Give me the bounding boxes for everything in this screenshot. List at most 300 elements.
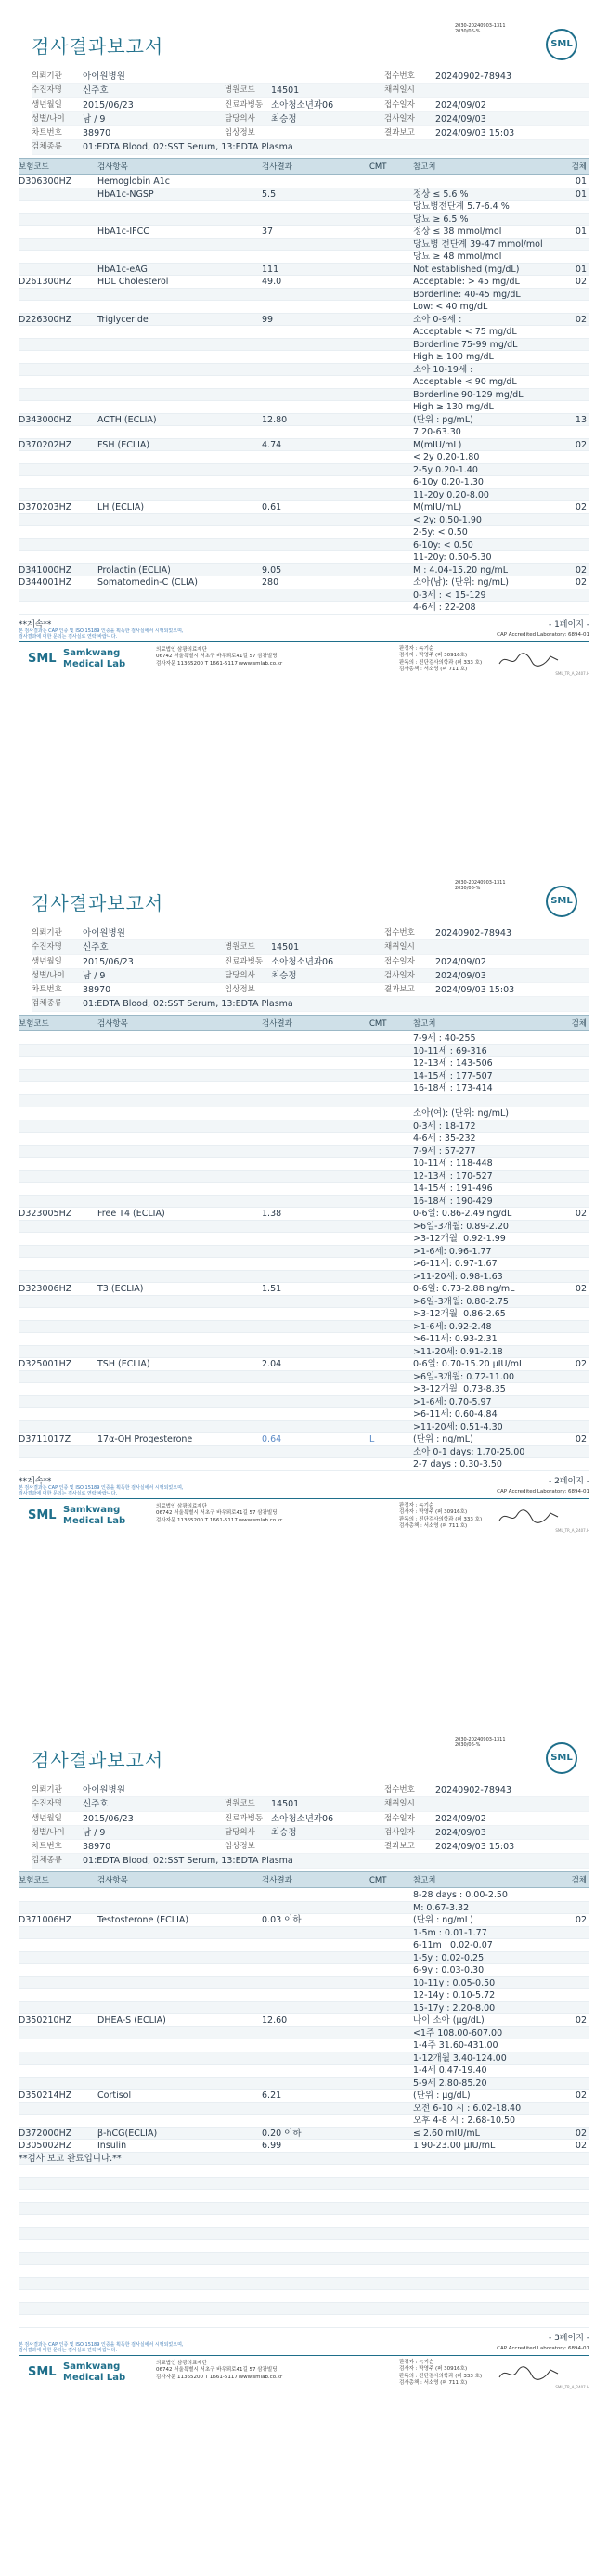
footer-logo: SML <box>28 2364 57 2379</box>
address-line: 의료법인 삼광의료재단 <box>156 1503 207 1509</box>
table-row <box>19 2203 589 2216</box>
cell-ref: 8-28 days : 0.00-2.50 <box>413 1890 508 1900</box>
info-v2: 소아청소년과06 <box>271 1813 334 1824</box>
page-title: 검사결과보고서 <box>32 35 164 58</box>
cell-ref: 7.20-63.30 <box>413 427 461 437</box>
cell-result: 0.61 <box>262 502 282 512</box>
cell-ref: 0-6일: 0.70-15.20 μIU/mL <box>413 1359 524 1369</box>
cell-spec: 02 <box>575 2091 587 2101</box>
cell-spec: 02 <box>575 502 587 512</box>
info-v2: 소아청소년과06 <box>271 99 334 110</box>
cell-ref: 6-10y 0.20-1.30 <box>413 477 484 487</box>
cell-ref: (단위 : pg/mL) <box>413 414 473 425</box>
info-l1: 성별/나이 <box>32 113 65 123</box>
info-l1: 검체종류 <box>32 142 62 152</box>
cell-ref: >11-20세: 0.91-2.18 <box>413 1346 503 1357</box>
cell-result: 1.51 <box>262 1284 282 1294</box>
table-row <box>19 1964 589 1977</box>
company-name-line: Samkwang <box>63 2361 121 2372</box>
cell-ref: >11-20세: 0.51-4.30 <box>413 1421 503 1432</box>
company-address <box>156 2361 282 2382</box>
table-header <box>19 1015 589 1031</box>
cell-result: 12.80 <box>262 414 288 425</box>
info-row <box>32 926 589 940</box>
company-name <box>63 1505 125 1527</box>
table-row <box>19 1989 589 2002</box>
info-v3: 2024/09/03 <box>435 970 486 981</box>
info-l1: 수진자명 <box>32 1799 62 1809</box>
info-v1: 신주호 <box>83 1799 109 1810</box>
cell-spec: 01 <box>575 176 587 187</box>
footer <box>19 2357 589 2392</box>
cell-spec: 02 <box>575 1284 587 1294</box>
info-row <box>32 955 589 969</box>
cell-item: HbA1c-eAG <box>97 264 148 275</box>
table-row <box>19 1120 589 1133</box>
cell-ref: 정상 ≤ 38 mmol/mol <box>413 227 502 237</box>
cell-ref: >6-11세: 0.97-1.67 <box>413 1259 498 1269</box>
cell-ref: >6일-3개월: 0.89-2.20 <box>413 1221 509 1232</box>
notice-line: 검사결과에 대한 문의는 검사실로 연락 바랍니다. <box>19 1490 118 1496</box>
cell-item: Somatomedin-C (CLIA) <box>97 577 198 588</box>
cell-ref: 소아 10-19세 : <box>413 364 473 375</box>
cell-result: 49.0 <box>262 277 282 287</box>
staff-list <box>399 646 482 674</box>
cell-item: Free T4 (ECLIA) <box>97 1209 165 1219</box>
table-row <box>19 1902 589 1915</box>
table-row <box>19 426 589 439</box>
header-code: 보험코드 <box>19 162 49 172</box>
cell-ref: 2-7 days : 0.30-3.50 <box>413 1459 502 1469</box>
barcode-line: 2030/06-% <box>455 886 481 891</box>
cell-ref: 소아(여): (단위: ng/mL) <box>413 1108 509 1119</box>
cell-ref: 7-9세 : 40-255 <box>413 1033 476 1043</box>
info-l2: 병원코드 <box>225 942 255 952</box>
cell-item: β-hCG(ECLIA) <box>97 2128 158 2139</box>
cell-code: D226300HZ <box>19 314 72 325</box>
cell-spec: 02 <box>575 1209 587 1219</box>
table-row <box>19 1258 589 1271</box>
address-line: 검사자문 11365200 T 1661-5117 www.smlab.co.kr <box>156 1517 283 1523</box>
cell-ref: 오후 4-8 시 : 2.68-10.50 <box>413 2116 516 2126</box>
info-v2: 14501 <box>271 85 300 97</box>
table-row <box>19 2128 589 2141</box>
info-row <box>32 98 589 112</box>
cell-ref: 1-4세 0.47-19.40 <box>413 2065 487 2076</box>
info-l2: 임상정보 <box>225 985 255 995</box>
table-row <box>19 289 589 302</box>
table-row <box>19 175 589 188</box>
table-row <box>19 1396 589 1409</box>
cell-ref: 1-4주 31.60-431.00 <box>413 2040 498 2051</box>
cell-ref: 소아 0-9세 : <box>413 314 462 325</box>
header-item: 검사항목 <box>97 162 128 172</box>
cell-code: D370203HZ <box>19 502 72 512</box>
company-name-line: Samkwang <box>63 647 121 658</box>
table-row <box>19 226 589 239</box>
info-l1: 차트번호 <box>32 985 62 995</box>
info-l3: 접수번호 <box>384 1785 415 1794</box>
cell-ref: >1-6세: 0.92-2.48 <box>413 1321 492 1332</box>
table-row <box>19 2303 589 2316</box>
cell-ref: 당뇨 ≥ 48 mmol/mol <box>413 252 502 262</box>
cell-ref: >1-6세: 0.96-1.77 <box>413 1246 492 1257</box>
cell-ref: M(mIU/mL) <box>413 439 462 450</box>
cell-result: 0.64 <box>262 1434 282 1444</box>
address-line: 검사자문 11365200 T 1661-5117 www.smlab.co.kr <box>156 2374 283 2380</box>
info-v3: 2024/09/03 15:03 <box>435 985 515 996</box>
table-row <box>19 2039 589 2052</box>
info-l2: 담당의사 <box>225 970 255 980</box>
header-result: 검사결과 <box>262 1876 292 1885</box>
info-row <box>32 983 589 997</box>
footer-divider <box>19 2355 589 2356</box>
cell-ref: 16-18세 : 190-429 <box>413 1196 493 1207</box>
info-l1: 검체종류 <box>32 1856 62 1866</box>
info-row <box>32 1854 589 1868</box>
table-row <box>19 589 589 602</box>
cell-code: D3711017Z <box>19 1434 71 1444</box>
staff-list <box>399 2360 482 2388</box>
cell-ref: M: 0.67-3.32 <box>413 1902 470 1913</box>
info-row <box>32 1812 589 1826</box>
info-l1: 생년월일 <box>32 99 62 110</box>
page-title: 검사결과보고서 <box>32 892 164 914</box>
cell-item: ACTH (ECLIA) <box>97 414 157 425</box>
cell-ref: Acceptable < 90 mg/dL <box>413 377 517 387</box>
cell-item: 17α-OH Progesterone <box>97 1434 193 1444</box>
cell-ref: >3-12개월: 0.86-2.65 <box>413 1309 506 1319</box>
info-l3: 접수일자 <box>384 1813 415 1823</box>
table-row <box>19 2253 589 2266</box>
cell-ref: 11-20y 0.20-8.00 <box>413 489 489 500</box>
table-row <box>19 1271 589 1284</box>
table-row <box>19 1246 589 1259</box>
table-row <box>19 2215 589 2228</box>
staff-line: 판정자 : 녹기순 <box>399 1502 434 1508</box>
cell-ref: 소아 0-1 days: 1.70-25.00 <box>413 1446 525 1457</box>
info-l1: 생년월일 <box>32 956 62 966</box>
cell-ref: 0-6일: 0.73-2.88 ng/mL <box>413 1284 515 1294</box>
table-row <box>19 1333 589 1346</box>
table-row <box>19 1458 589 1471</box>
notice-line: 본 검사결과는 CAP 인증 및 ISO 15189 인증을 획득한 검사실에서 시행되었으며, <box>19 628 184 634</box>
table-row <box>19 2002 589 2015</box>
cell-item: DHEA-S (ECLIA) <box>97 2015 166 2026</box>
table-row <box>19 2315 589 2328</box>
cell-result: 280 <box>262 577 279 588</box>
staff-line: 검사총책 : 서소영 (퍼 711 호) <box>399 1523 468 1529</box>
cell-result: 99 <box>262 314 274 325</box>
staff-list <box>399 1503 482 1531</box>
cap-accreditation: CAP Accredited Laboratory: 6894-01 <box>497 2345 589 2351</box>
cell-ref: 10-11세 : 118-448 <box>413 1159 493 1169</box>
info-l3: 접수일자 <box>384 99 415 110</box>
cell-item: Insulin <box>97 2141 127 2151</box>
cell-ref: Acceptable < 75 mg/dL <box>413 327 517 337</box>
info-v3: 2024/09/02 <box>435 1813 486 1824</box>
table-row <box>19 2165 589 2178</box>
table-row <box>19 1107 589 1120</box>
table-row <box>19 1421 589 1434</box>
cell-ref: >6-11세: 0.93-2.31 <box>413 1334 498 1344</box>
cell-spec: 01 <box>575 264 587 275</box>
info-v2: 소아청소년과06 <box>271 956 334 967</box>
page-number: - 2페이지 - <box>548 1476 589 1486</box>
info-v1: 2015/06/23 <box>83 1813 134 1824</box>
cell-code: D350214HZ <box>19 2091 72 2101</box>
info-v1: 38970 <box>83 985 111 996</box>
address-line: 검사자문 11365200 T 1661-5117 www.smlab.co.kr <box>156 660 283 667</box>
cell-spec: 13 <box>575 414 587 425</box>
table-row <box>19 464 589 477</box>
info-l1: 검체종류 <box>32 999 62 1009</box>
info-l1: 차트번호 <box>32 128 62 138</box>
cell-ref: 소아(남): (단위: ng/mL) <box>413 577 509 588</box>
table-row <box>19 2014 589 2027</box>
table-row <box>19 2115 589 2128</box>
cell-ref: Borderline 90-129 mg/dL <box>413 389 524 400</box>
cell-ref: >3-12개월: 0.92-1.99 <box>413 1234 506 1244</box>
table-row <box>19 2290 589 2303</box>
staff-line: 판독의 : 진단검사의학과 (퍼 333 호) <box>399 1516 483 1522</box>
cell-ref: 6-10y: < 0.50 <box>413 539 473 550</box>
patient-info <box>32 926 589 1012</box>
cell-code: D305002HZ <box>19 2141 72 2151</box>
info-v1: 신주호 <box>83 942 109 953</box>
header-result: 검사결과 <box>262 162 292 172</box>
report-page <box>0 0 608 857</box>
info-row <box>32 969 589 983</box>
header-code: 보험코드 <box>19 1876 49 1885</box>
cell-ref: 4-6세 : 35-232 <box>413 1133 476 1144</box>
table-row <box>19 1133 589 1146</box>
table-row <box>19 301 589 314</box>
table-row <box>19 1889 589 1902</box>
table-row <box>19 1408 589 1421</box>
cell-ref: 0-3세 : 18-172 <box>413 1120 476 1132</box>
table-row <box>19 1082 589 1095</box>
info-l1: 의뢰기관 <box>32 71 62 81</box>
info-l3: 결과보고 <box>384 1842 415 1852</box>
info-v3: 20240902-78943 <box>435 928 512 938</box>
table-row <box>19 2240 589 2253</box>
info-row <box>32 940 589 954</box>
continue-mark: **계속** <box>19 619 52 629</box>
cell-code: D343000HZ <box>19 414 72 425</box>
barcode-text <box>455 1737 506 1748</box>
info-l2: 임상정보 <box>225 128 255 138</box>
address-line: 의료법인 삼광의료재단 <box>156 646 207 653</box>
company-name <box>63 648 125 670</box>
cell-result: 5.5 <box>262 188 277 200</box>
info-v1: 신주호 <box>83 85 109 97</box>
info-v3: 2024/09/03 <box>435 1827 486 1838</box>
table-row <box>19 251 589 264</box>
cell-item: Prolactin (ECLIA) <box>97 564 171 576</box>
cell-ref: >3-12개월: 0.73-8.35 <box>413 1384 506 1394</box>
info-l3: 검사일자 <box>384 1827 415 1837</box>
info-l1: 성별/나이 <box>32 970 65 980</box>
cell-ref: (단위 : ng/mL) <box>413 1915 473 1925</box>
header-result: 검사결과 <box>262 1019 292 1029</box>
cell-ref: Low: < 40 mg/dL <box>413 302 488 312</box>
table-row <box>19 314 589 327</box>
info-v1: 01:EDTA Blood, 02:SST Serum, 13:EDTA Plasma <box>83 142 293 153</box>
info-l3: 채취일시 <box>384 942 415 952</box>
info-l1: 수진자명 <box>32 85 62 96</box>
table-row <box>19 1233 589 1246</box>
cell-item: Triglyceride <box>97 314 149 325</box>
info-v2: 최승정 <box>271 113 297 124</box>
company-name <box>63 2362 125 2384</box>
cell-ref: 12-14y : 0.10-5.72 <box>413 1990 496 2000</box>
info-v2: 최승정 <box>271 970 297 981</box>
table-row <box>19 2190 589 2203</box>
info-v1: 01:EDTA Blood, 02:SST Serum, 13:EDTA Plasma <box>83 999 293 1010</box>
table-row <box>19 1383 589 1396</box>
table-row <box>19 1433 589 1446</box>
table-row <box>19 1321 589 1334</box>
cell-ref: 2-5y: < 0.50 <box>413 527 468 537</box>
cell-ref: Acceptable: > 45 mg/dL <box>413 277 520 287</box>
info-v3: 2024/09/03 15:03 <box>435 1842 515 1853</box>
header-spec: 검체 <box>571 162 587 172</box>
cell-spec: 02 <box>575 1434 587 1444</box>
header-cmt: CMT <box>369 162 387 172</box>
table-row <box>19 414 589 427</box>
footer <box>19 1500 589 1535</box>
table-header <box>19 1871 589 1888</box>
info-l1: 의뢰기관 <box>32 928 62 938</box>
sml-logo: SML <box>546 886 577 917</box>
info-v1: 38970 <box>83 128 111 139</box>
barcode-line: 2030/06-% <box>455 29 481 34</box>
info-v2: 14501 <box>271 942 300 953</box>
cell-ref: 2-5y 0.20-1.40 <box>413 464 478 475</box>
cell-ref: >11-20세: 0.98-1.63 <box>413 1271 503 1282</box>
info-row <box>32 1797 589 1811</box>
info-l3: 검사일자 <box>384 113 415 123</box>
staff-line: 검사총책 : 서소영 (퍼 711 호) <box>399 2380 468 2386</box>
cell-item: Hemoglobin A1c <box>97 176 171 187</box>
table-row <box>19 1196 589 1209</box>
table-row <box>19 1927 589 1940</box>
cell-code: D350210HZ <box>19 2015 72 2026</box>
cap-accreditation: CAP Accredited Laboratory: 6894-01 <box>497 631 589 638</box>
cell-spec: 02 <box>575 1359 587 1369</box>
cell-ref: 15-17y : 2.20-8.00 <box>413 2002 496 2013</box>
cell-result: 6.99 <box>262 2141 282 2151</box>
cell-ref: 나이 소아 (μg/dL) <box>413 2015 485 2026</box>
company-name-line: Medical Lab <box>63 1515 126 1526</box>
cell-result: 37 <box>262 227 274 237</box>
notice-line: 본 검사결과는 CAP 인증 및 ISO 15189 인증을 획득한 검사실에서 시행되었으며, <box>19 1484 184 1491</box>
report-page <box>0 1714 608 2570</box>
info-l2: 담당의사 <box>225 113 255 123</box>
table-row <box>19 326 589 339</box>
table-row <box>19 1346 589 1359</box>
cell-ref: Not established (mg/dL) <box>413 264 520 275</box>
cell-result: 2.04 <box>262 1359 282 1369</box>
cell-item: FSH (ECLIA) <box>97 439 150 450</box>
cell-ref: 14-15세 : 191-496 <box>413 1184 493 1194</box>
staff-line: 판정자 : 녹기순 <box>399 645 434 652</box>
company-address <box>156 1504 282 1525</box>
table-row <box>19 1371 589 1384</box>
cell-item: HbA1c-NGSP <box>97 188 154 200</box>
cell-result: 12.60 <box>262 2015 288 2026</box>
cell-ref: 11-20y: 0.50-5.30 <box>413 552 492 563</box>
info-l1: 차트번호 <box>32 1842 62 1852</box>
info-row <box>32 140 589 154</box>
info-v3: 2024/09/03 <box>435 113 486 124</box>
info-row <box>32 1840 589 1854</box>
cell-ref: 1-12개월 3.40-124.00 <box>413 2052 507 2064</box>
table-row <box>19 2153 589 2166</box>
table-row <box>19 1446 589 1459</box>
cell-cmt: L <box>369 1434 375 1444</box>
cell-ref: 4-6세 : 22-208 <box>413 602 476 613</box>
cap-accreditation: CAP Accredited Laboratory: 6894-01 <box>497 1488 589 1495</box>
table-row <box>19 1057 589 1070</box>
footer-logo: SML <box>28 1508 57 1522</box>
table-row <box>19 276 589 289</box>
cell-ref: 12-13세 : 143-506 <box>413 1058 493 1068</box>
cell-code: D344001HZ <box>19 577 72 588</box>
info-v3: 20240902-78943 <box>435 1785 512 1795</box>
cell-ref: >1-6세: 0.70-5.97 <box>413 1396 492 1407</box>
cell-spec: 02 <box>575 314 587 325</box>
cell-spec: 02 <box>575 1915 587 1925</box>
signature-icon <box>497 651 562 669</box>
cell-ref: 당뇨병 전단계 39-47 mmol/mol <box>413 239 543 250</box>
cell-ref: 10-11세 : 69-316 <box>413 1045 487 1056</box>
company-address <box>156 647 282 668</box>
cell-ref: 16-18세 : 173-414 <box>413 1083 493 1094</box>
table-row <box>19 351 589 364</box>
result-table <box>19 1032 589 1471</box>
address-line: 06742 서울특별시 서초구 바우뫼로41길 57 삼광빌딩 <box>156 2367 278 2373</box>
barcode-line: 2030-20240903-1311 <box>455 1737 506 1742</box>
info-v1: 남 / 9 <box>83 970 106 981</box>
cell-item: HDL Cholesterol <box>97 277 169 287</box>
info-l2: 담당의사 <box>225 1827 255 1837</box>
cell-ref: M(mIU/mL) <box>413 502 462 512</box>
cell-ref: (단위 : μg/dL) <box>413 2091 471 2101</box>
page-number: - 3페이지 - <box>548 2333 589 2343</box>
table-row <box>19 539 589 552</box>
header-cmt: CMT <box>369 1019 387 1029</box>
info-row <box>32 84 589 97</box>
header-spec: 검체 <box>571 1019 587 1029</box>
header-cmt: CMT <box>369 1876 387 1885</box>
table-header <box>19 158 589 175</box>
cell-spec: 01 <box>575 188 587 200</box>
table-row <box>19 564 589 577</box>
cell-code: D325001HZ <box>19 1359 72 1369</box>
info-l1: 생년월일 <box>32 1813 62 1823</box>
cell-ref: >6일-3개월: 0.80-2.75 <box>413 1296 509 1307</box>
table-row <box>19 2078 589 2091</box>
patient-info <box>32 1783 589 1869</box>
cell-code: D323005HZ <box>19 1209 72 1219</box>
table-row <box>19 476 589 489</box>
info-l1: 수진자명 <box>32 942 62 952</box>
cell-result: 111 <box>262 264 279 275</box>
info-l2: 진료과병동 <box>225 99 264 110</box>
cell-item: TSH (ECLIA) <box>97 1359 150 1369</box>
